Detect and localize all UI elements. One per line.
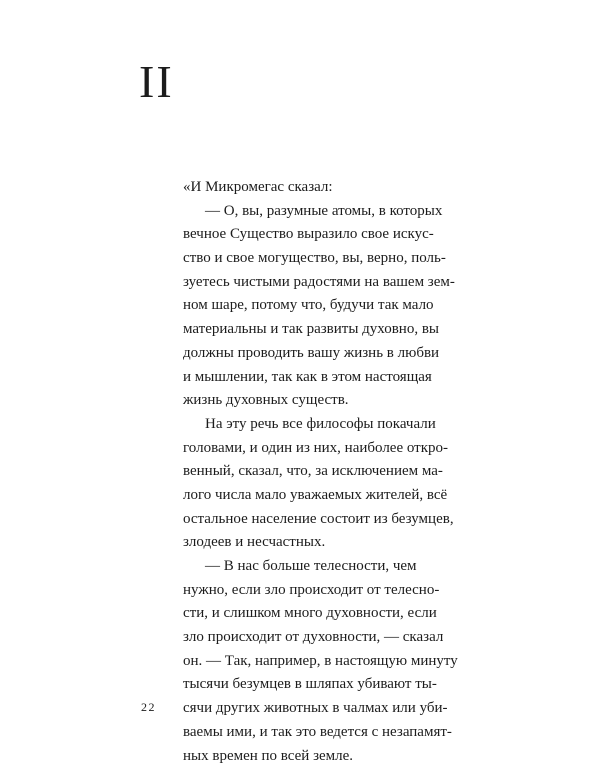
text-line: зло происходит от духовности, — сказал (183, 626, 463, 650)
text-line: «И Микромегас сказал: (183, 176, 463, 200)
page-number: 22 (141, 700, 156, 715)
chapter-numeral: II (139, 54, 174, 110)
text-line: ном шаре, потому что, будучи так мало (183, 294, 463, 318)
text-line: сячи других животных в чалмах или уби- (183, 697, 463, 721)
text-line: венный, сказал, что, за исключением ма- (183, 460, 463, 484)
text-line: лого числа мало уважаемых жителей, всё (183, 484, 463, 508)
text-line: вечное Существо выразило свое искус- (183, 223, 463, 247)
text-line: На эту речь все философы покачали (183, 413, 463, 437)
text-line: материальны и так развиты духовно, вы (183, 318, 463, 342)
text-line: ваемы ими, и так это ведется с незапамят- (183, 721, 463, 745)
text-line: — В нас больше телесности, чем (183, 555, 463, 579)
text-line: жизнь духовных существ. (183, 389, 463, 413)
text-line: он. — Так, например, в настоящую минуту (183, 650, 463, 674)
text-line: сти, и слишком много духовности, если (183, 602, 463, 626)
text-line: ство и свое могущество, вы, верно, поль- (183, 247, 463, 271)
text-line: и мышлении, так как в этом настоящая (183, 366, 463, 390)
text-line: зуетесь чистыми радостями на вашем зем- (183, 271, 463, 295)
text-line: ных времен по всей земле. (183, 745, 463, 768)
text-line: остальное население состоит из безумцев, (183, 508, 463, 532)
text-line: нужно, если зло происходит от телесно- (183, 579, 463, 603)
body-text (183, 176, 463, 768)
text-line: должны проводить вашу жизнь в любви (183, 342, 463, 366)
text-line: головами, и один из них, наиболее откро- (183, 437, 463, 461)
text-line: злодеев и несчастных. (183, 531, 463, 555)
text-line: — О, вы, разумные атомы, в которых (183, 200, 463, 224)
text-line: тысячи безумцев в шляпах убивают ты- (183, 673, 463, 697)
